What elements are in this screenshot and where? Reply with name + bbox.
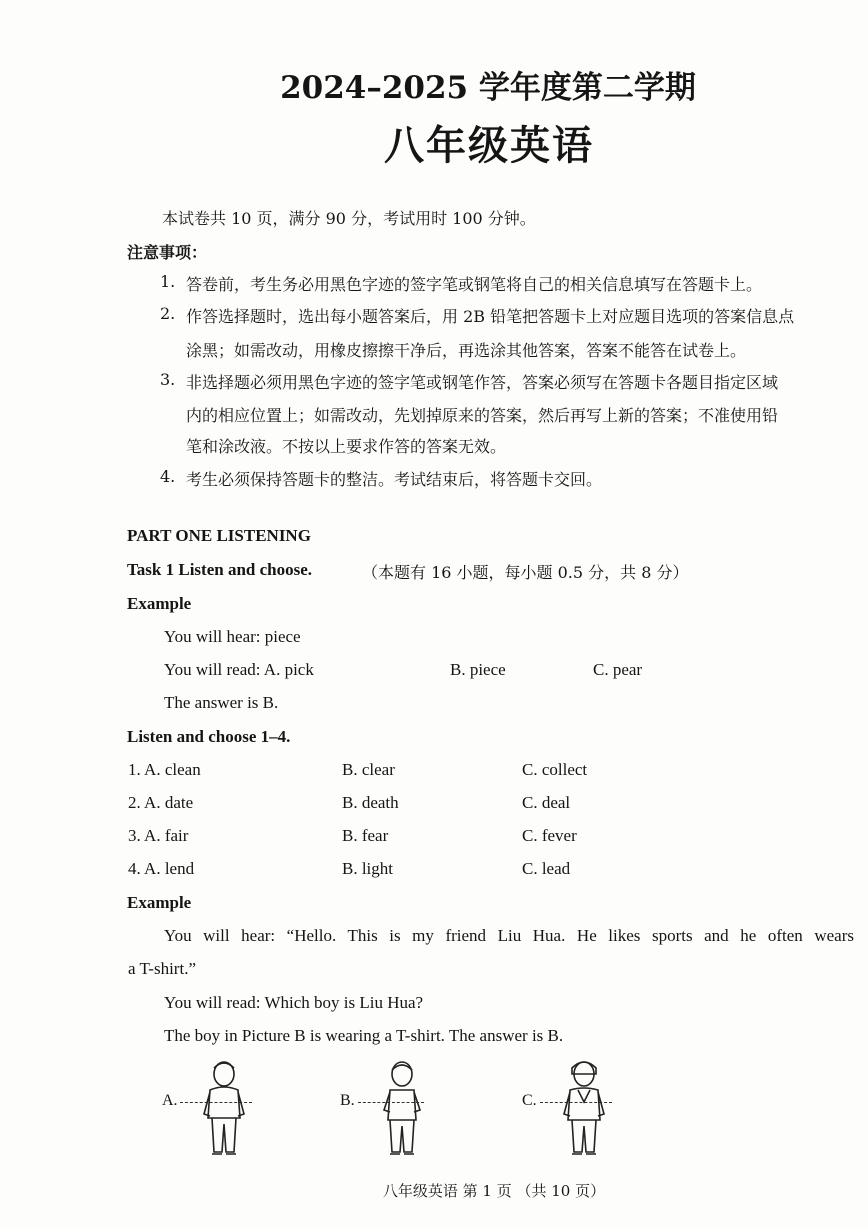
picture-label-b: B.: [340, 1092, 355, 1109]
question-option-c: C. deal: [522, 793, 571, 812]
example2-hear-line2: a T-shirt.”: [128, 959, 196, 978]
question-option-c: C. collect: [522, 760, 588, 779]
example2-label: Example: [127, 893, 192, 912]
question-option-a: 1. A. clean: [128, 760, 201, 779]
notice-item-line: 涂黑；如需改动，用橡皮擦擦干净后，再选涂其他答案，答案不能答在试卷上。: [186, 341, 747, 360]
example-option-b: B. piece: [450, 660, 506, 679]
task1-label: Task 1 Listen and choose.: [127, 560, 313, 579]
question-option-b: B. fear: [342, 826, 389, 845]
picture-label-c: C.: [522, 1092, 537, 1109]
notice-item-number: 1.: [160, 272, 176, 291]
example-option-c: C. pear: [593, 660, 643, 679]
question-option-b: B. clear: [342, 760, 395, 779]
question-option-c: C. fever: [522, 826, 577, 845]
boy-figure-c: [554, 1058, 614, 1158]
example2-answer: The boy in Picture B is wearing a T-shirt. The answer is B.: [164, 1026, 564, 1045]
notice-item-number: 3.: [160, 370, 176, 389]
exam-intro: 本试卷共 10 页，满分 90 分，考试用时 100 分钟。: [162, 209, 536, 228]
example-hear: You will hear: piece: [164, 627, 301, 646]
part-one-heading: PART ONE LISTENING: [127, 526, 311, 545]
notice-item-line: 非选择题必须用黑色字迹的签字笔或钢笔作答，答案必须写在答题卡各题目指定区域: [186, 373, 779, 392]
notice-item-line: 笔和涂改液。不按以上要求作答的答案无效。: [186, 437, 507, 456]
exam-subject-title: 八年级英语: [384, 122, 594, 169]
question-option-a: 3. A. fair: [128, 826, 189, 845]
task1-note: （本题有 16 小题，每小题 0.5 分，共 8 分）: [362, 563, 689, 582]
notice-item-line: 答卷前，考生务必用黑色字迹的签字笔或钢笔将自己的相关信息填写在答题卡上。: [186, 275, 763, 294]
page-footer: 八年级英语 第 1 页 （共 10 页）: [382, 1182, 606, 1200]
exam-term-title: 2024–2025 学年度第二学期: [280, 70, 696, 106]
notice-item-number: 2.: [160, 304, 176, 323]
question-option-a: 4. A. lend: [128, 859, 195, 878]
question-option-a: 2. A. date: [128, 793, 194, 812]
question-option-b: B. death: [342, 793, 399, 812]
notice-item-line: 作答选择题时，选出每小题答案后，用 2B 铅笔把答题卡上对应题目选项的答案信息点: [186, 307, 795, 326]
listen-choose-label: Listen and choose 1–4.: [127, 727, 291, 746]
question-option-c: C. lead: [522, 859, 571, 878]
boy-figure-b: [372, 1058, 432, 1158]
notice-item-line: 内的相应位置上；如需改动，先划掉原来的答案，然后再写上新的答案；不准使用铅: [186, 406, 779, 425]
boy-figure-a: [194, 1058, 254, 1158]
notice-heading: 注意事项：: [127, 243, 208, 262]
example-read: You will read: A. pick: [164, 660, 314, 679]
question-option-b: B. light: [342, 859, 394, 878]
picture-label-a: A.: [162, 1092, 178, 1109]
example2-read: You will read: Which boy is Liu Hua?: [164, 993, 424, 1012]
notice-item-number: 4.: [160, 467, 176, 486]
notice-item-line: 考生必须保持答题卡的整洁。考试结束后，将答题卡交回。: [186, 470, 603, 489]
example2-hear-line1: You will hear: “Hello. This is my friend Liu Hua. He likes sports and he often wears: [164, 926, 854, 945]
example-answer: The answer is B.: [164, 693, 279, 712]
example-label: Example: [127, 594, 192, 613]
